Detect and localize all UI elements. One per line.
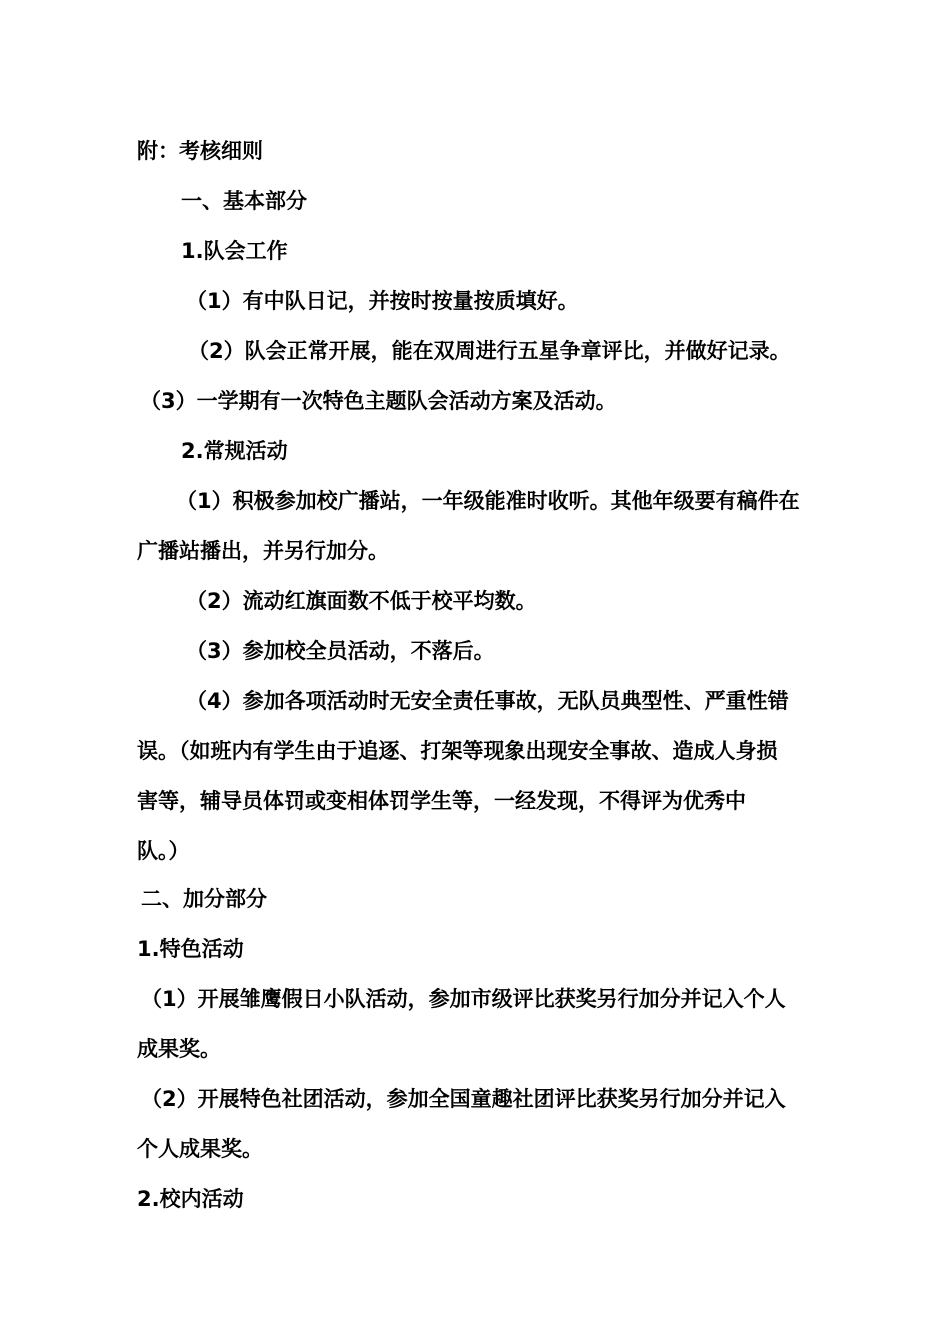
text-line: 队。） [137, 839, 190, 863]
text-line: 广播站播出，并另行加分。 [137, 539, 389, 563]
text-line: （1）有中队日记，并按时按量按质填好。 [186, 289, 579, 313]
text-line: （1）开展雏鹰假日小队活动，参加市级评比获奖另行加分并记入个人 [141, 987, 786, 1011]
text-line: （1）积极参加校广播站，一年级能准时收听。其他年级要有稿件在 [176, 489, 800, 513]
text-line: （3）参加校全员活动，不落后。 [186, 639, 495, 663]
text-line: （2）流动红旗面数不低于校平均数。 [186, 589, 537, 613]
text-line: （2）队会正常开展，能在双周进行五星争章评比，并做好记录。 [188, 339, 791, 363]
subsection-heading: 1.队会工作 [181, 239, 288, 263]
text-line: 误。（如班内有学生由于追逐、打架等现象出现安全事故、造成人身损 [137, 739, 778, 763]
text-line: 成果奖。 [137, 1037, 221, 1061]
subsection-heading: 2.校内活动 [137, 1187, 244, 1211]
text-line: 害等，辅导员体罚或变相体罚学生等，一经发现，不得评为优秀中 [137, 789, 746, 813]
section-heading-bonus: 二、加分部分 [141, 887, 267, 911]
subsection-heading: 1.特色活动 [137, 937, 244, 961]
subsection-heading: 2.常规活动 [181, 439, 288, 463]
text-line: 个人成果奖。 [137, 1137, 263, 1161]
text-line: （4）参加各项活动时无安全责任事故，无队员典型性、严重性错 [186, 689, 789, 713]
text-line: （2）开展特色社团活动，参加全国童趣社团评比获奖另行加分并记入 [141, 1087, 786, 1111]
attachment-title: 附：考核细则 [137, 139, 263, 163]
section-heading-basic: 一、基本部分 [181, 189, 307, 213]
text-line: （3）一学期有一次特色主题队会活动方案及活动。 [140, 389, 617, 413]
